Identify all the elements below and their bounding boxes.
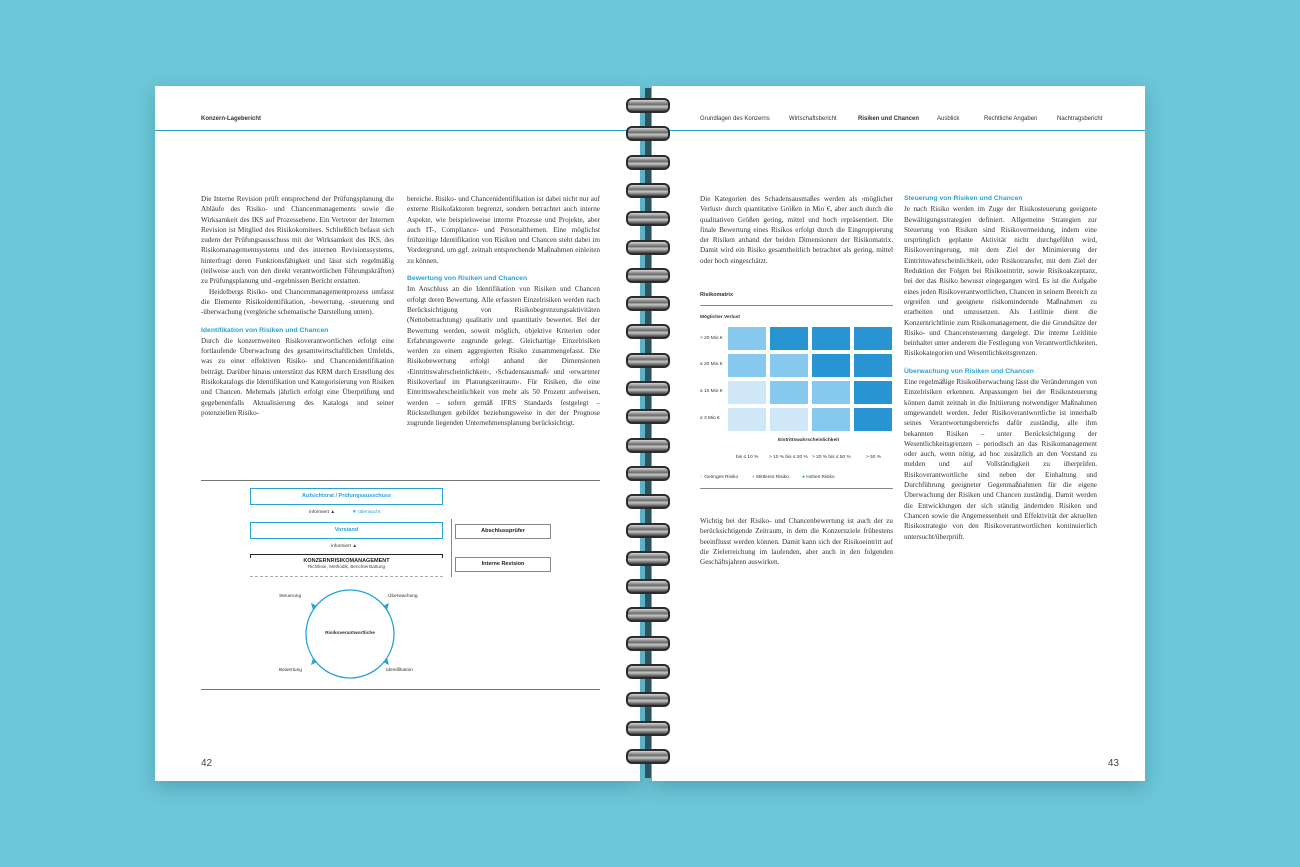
matrix-row-label: ≤ 20 Mio € [700, 362, 723, 367]
diagram-top-rule [201, 480, 600, 481]
paragraph: Die Interne Revision prüft entsprechend der Prüfungsplanung die Abläufe des Risiko- und Chancenmanagements sowie die Wirksamkeit des IKS auf Prozessebene. Ein Vertreter der Internen Revision ist Mitglied des Risikokomitees. Schließlich befasst sich zudem der Prüfungsausschuss mit der Wirksamkeit des IKS, des Risikomanagementsystems und des internen Revisionssystems, hinterfragt deren Funktionsfähigkeit und lässt sich regelmäßig (teilweise auch von den direkt verantwortlichen Führungskräften) zu Prüfungsplanung und -ergebnissen Bericht erstatten. [201, 195, 394, 286]
matrix-x-title: Eintrittswahrscheinlichkeit [778, 438, 840, 443]
right-column-2 [904, 194, 1097, 542]
matrix-cell [812, 354, 850, 377]
spiral-coil [626, 551, 670, 566]
nav-item: Wirtschaftsbericht [789, 116, 837, 122]
matrix-col-label: > 20 % bis ≤ 50 % [812, 455, 851, 460]
spiral-coil [626, 721, 670, 736]
spiral-coil [626, 126, 670, 141]
spiral-coil [626, 664, 670, 679]
right-page [652, 86, 1145, 781]
cycle-label-monitoring: Überwachung [388, 594, 418, 599]
matrix-y-title: Möglicher Verlust [700, 315, 740, 320]
paragraph: bereiche. Risiko- und Chancenidentifikation ist dabei nicht nur auf externe Risikofaktoren begrenzt, sondern betrachtet auch interne Aspekte, wie beispielsweise interne Prozesse und Projekte, aber auch IT-, Compliance- und Personalthemen. Eine möglichst frühzeitige Identifikation von Risiken und Chancen steht dabei im Vordergrund, um ggf. zeitnah entsprechende Maßnahmen einleiten zu können. [407, 195, 600, 265]
header-title: Konzern-Lagebericht [201, 116, 262, 122]
paragraph: Die Kategorien des Schadensausmaßes werden als ›möglicher Verlust‹ durch quantitative Größen in Mio €, aber auch durch die qualitativen Größen gering, mittel und hoch repräsentiert. Die finale Bewertung eines Risikos erfolgt durch die Eingruppierung der Risiken anhand der beiden Dimensionen der Risikomatrix. Damit wird ein Risiko gesamtheitlich betrachtet als gering, mittel oder hoch eingeschätzt. [700, 195, 893, 265]
cycle-label-steering: Steuerung [279, 594, 302, 599]
matrix-cell [770, 381, 808, 404]
supervisory-board-box: Aufsichtsrat / Prüfungsausschuss [250, 488, 443, 505]
spiral-coil [626, 268, 670, 283]
matrix-title: Risikomatrix [700, 292, 734, 298]
cycle-arrow [383, 658, 389, 665]
section-heading: Steuerung von Risiken und Chancen [904, 195, 1023, 202]
spiral-coil [626, 296, 670, 311]
paragraph: Durch die konzernweiten Risikoverantwortlichen erfolgt eine fortlaufende Überwachung des gesamtwirtschaftlichen Umfelds, was zu einer effektiven Risiko- und Chancenidentifikation beiträgt. Darüber hinaus unterstützt das KRM durch Erstellung des Risikokatalogs die Identifikation und Kategorisierung von Risiken und Chancen. Mehrmals jährlich erfolgt eine Überprüfung und gegebenenfalls Aktualisierung des Katalogs und seiner potenziellen Risiko- [201, 336, 394, 417]
left-column-1 [201, 194, 394, 418]
spiral-coil [626, 211, 670, 226]
page-number: 42 [201, 758, 213, 769]
page-number: 43 [1107, 758, 1119, 769]
matrix-cell [854, 354, 892, 377]
spiral-coil [626, 438, 670, 453]
spiral-coil [626, 353, 670, 368]
spiral-coil [626, 494, 670, 509]
krm-subtitle: Richtlinie, Methodik, Berichterstattung [307, 564, 386, 569]
matrix-top-rule [700, 305, 893, 306]
legend-dot: ● [700, 475, 703, 480]
paragraph: Im Anschluss an die Identifikation von Risiken und Chancen erfolgt deren Bewertung. Alle erfassten Einzelrisiken werden nach Berücksichtigung von Risikobegrenzungsaktivitäten (Nettobetrachtung) qualitativ und quantitativ bewertet. Bei der Bewertung werden, soweit möglich, objektive Kriterien oder Erfahrungswerte zugrunde gelegt. Gleichartige Einzelrisiken werden zu einem aggregierten Risiko zusammengefasst. Die Risikobewertung erfolgt anhand der Dimensionen ›Eintrittswahrscheinlichkeit‹, ›Schadensausmaß‹ und ›erwarteter Risikoverlauf im Planungszeitraum‹. Für Risiken, die eine Eintrittswahrscheinlichkeit von mehr als 50 Prozent aufweisen, werden – sofern gemäß IFRS Standards festgelegt – Rückstellungen gebildet beziehungsweise in der der Prognose zugrunde liegenden Unternehmensplanung berücksichtigt. [407, 285, 600, 428]
spiral-coil [626, 155, 670, 170]
spiral-coil [626, 636, 670, 651]
matrix-cell [728, 408, 766, 431]
internal-audit-box: Interne Revision [455, 557, 551, 572]
legend-high: ● Hohes Risiko [802, 475, 835, 480]
legend-medium: ● Mittleres Risiko [752, 475, 789, 480]
spiral-coil [626, 579, 670, 594]
paragraph: Je nach Risiko werden im Zuge der Risikosteuerung geeignete Bewältigungsstrategien definiert. Allgemeine Strategien zur Steuerung von Risiken sind Risikovermeidung, indem eine ursprünglich geplante Aktivität nicht durchgeführt wird, Risikoverringerung, mit dem Ziel der Minimierung der Eintrittswahrscheinlichkeit, oder Risikotransfer, mit dem Ziel der Reduktion der Folgen bei Risikoeintritt, sowie Risikoakzeptanz, bei der das Risiko bewusst eingegangen wird. Es ist die Aufgabe eines jeden Risikoverantwortlichen, Chancen in seinem Bereich zu ergreifen und geeignete risikomindernde Maßnahmen zu erarbeiten und umzusetzen. Als Leitlinie dient die Konzernrichtlinie zum Risikomanagement, die die Grundsätze der Risiko- und Chancensteuerung dargelegt. Die interne Leitlinie beinhaltet unter anderem die Festlegung von Verantwortlichkeiten, Risikokategorien und Wesentlichkeitsgrenzen. [904, 205, 1097, 358]
matrix-cell [812, 381, 850, 404]
header-rule [652, 130, 1145, 131]
spiral-coil [626, 692, 670, 707]
section-heading: Überwachung von Risiken und Chancen [904, 367, 1034, 375]
left-page [155, 86, 640, 781]
right-column-1-intro [700, 194, 893, 266]
matrix-cell [728, 381, 766, 404]
spiral-coil [626, 607, 670, 622]
cycle-arrow [311, 603, 317, 610]
matrix-cell [770, 408, 808, 431]
krm-dashed-rule [250, 576, 443, 577]
nav-item: Ausblick [937, 116, 960, 122]
spiral-coil [626, 409, 670, 424]
cycle-label-identification: Identifikation [386, 668, 413, 673]
connector-line [451, 519, 452, 577]
nav-item: Nachtragsbericht [1057, 116, 1103, 122]
cycle-arrow [383, 603, 389, 610]
krm-title: KONZERNRISIKOMANAGEMENT [303, 558, 390, 564]
spiral-coil [626, 466, 670, 481]
spiral-binding [622, 88, 674, 778]
spiral-coil [626, 523, 670, 538]
paragraph: Eine regelmäßige Risikoüberwachung lässt die Veränderungen von Einzelrisiken erkennen. Anpassungen bei der Risikosteuerung können damit zeitnah in die Initiierung notwendiger Maßnahmen umgewandelt werden. Jeder Risikoverantwortliche ist innerhalb seines Verantwortungsbereichs dafür zuständig, alle ihm bekannten Risiken – unter Berücksichtigung der Wesentlichkeitsgrenzen – periodisch an das Risikomanagement oder auch, wenn nötig, ad hoc zusätzlich an den Vorstand zu melden und auf Vollständigkeit zu überprüfen. Risikoverantwortliche sind neben der Einhaltung und Durchführung geeigneter Gegenmaßnahmen für die eigene Überwachung der Risiken und Chancen zuständig. Damit werden die Entwicklungen der sich ständig ändernden Risiken und Chancen sowie die Angemessenheit und Effektivität der aktuellen Risikostrategie von den Risikoverantwortlichen kontinuierlich untersucht/überprüft. [904, 378, 1097, 541]
matrix-row-label: ≤ 10 Mio € [700, 389, 723, 394]
spiral-coil [626, 381, 670, 396]
executive-board-box: Vorstand [250, 522, 443, 539]
nav-item-active: Risiken und Chancen [858, 116, 920, 122]
matrix-cell [770, 354, 808, 377]
spiral-coil [626, 183, 670, 198]
matrix-col-label: > 10 % bis ≤ 20 % [769, 455, 808, 460]
informed-label-2: informiert ▲ [331, 544, 358, 549]
cycle-label-assessment: Bewertung [279, 668, 302, 673]
spiral-coil [626, 324, 670, 339]
left-column-2 [407, 194, 600, 429]
matrix-cell [728, 354, 766, 377]
nav-item: Rechtliche Angaben [984, 116, 1038, 122]
section-heading: Identifikation von Risiken und Chancen [201, 326, 329, 334]
matrix-col-label: bis ≤ 10 % [736, 455, 759, 460]
header-rule [155, 130, 640, 131]
legend-low: ● Geringes Risiko [700, 475, 739, 480]
supervises-label: ▼ überwacht [352, 510, 381, 515]
matrix-row-label: > 20 Mio € [700, 336, 723, 341]
cycle-arrow [311, 658, 317, 665]
matrix-row-label: ≤ 3 Mio € [700, 416, 720, 421]
paragraph: Heidelbergs Risiko- und Chancenmanagementprozess umfasst die Elemente Risikoidentifikation, -bewertung, -steuerung und -überwachung (vergleiche schematische Darstellung unten). [201, 287, 394, 317]
diagram-bottom-rule [201, 689, 600, 690]
right-column-1-after [700, 516, 893, 567]
matrix-bottom-rule [700, 488, 893, 489]
auditor-box: Abschlussprüfer [455, 524, 551, 539]
legend-dot: ● [802, 475, 805, 480]
cycle-center-label: Risikoverantwortliche [325, 631, 375, 636]
informed-label: informiert ▲ [309, 510, 336, 515]
section-heading: Bewertung von Risiken und Chancen [407, 275, 528, 283]
legend-dot: ● [752, 475, 755, 480]
matrix-cell [854, 327, 892, 350]
matrix-cell [854, 381, 892, 404]
matrix-col-label: > 50 % [866, 455, 882, 460]
matrix-cell [770, 327, 808, 350]
matrix-cell [812, 327, 850, 350]
spiral-coil [626, 98, 670, 113]
matrix-cell [812, 408, 850, 431]
paragraph: Wichtig bei der Risiko- und Chancenbewertung ist auch der zu berücksichtigende Zeitraum, in dem die Konzernziele frühestens beeinflusst werden können. Damit kann sich der Risikoeintritt auf die Zielerreichung im laufenden, aber auch in den folgenden Geschäftsjahren auswirken. [700, 517, 893, 567]
krm-block [250, 558, 443, 576]
matrix-cell [728, 327, 766, 350]
spiral-coil [626, 240, 670, 255]
matrix-cell [854, 408, 892, 431]
nav-item: Grundlagen des Konzerns [700, 116, 770, 122]
spiral-coil [626, 749, 670, 764]
